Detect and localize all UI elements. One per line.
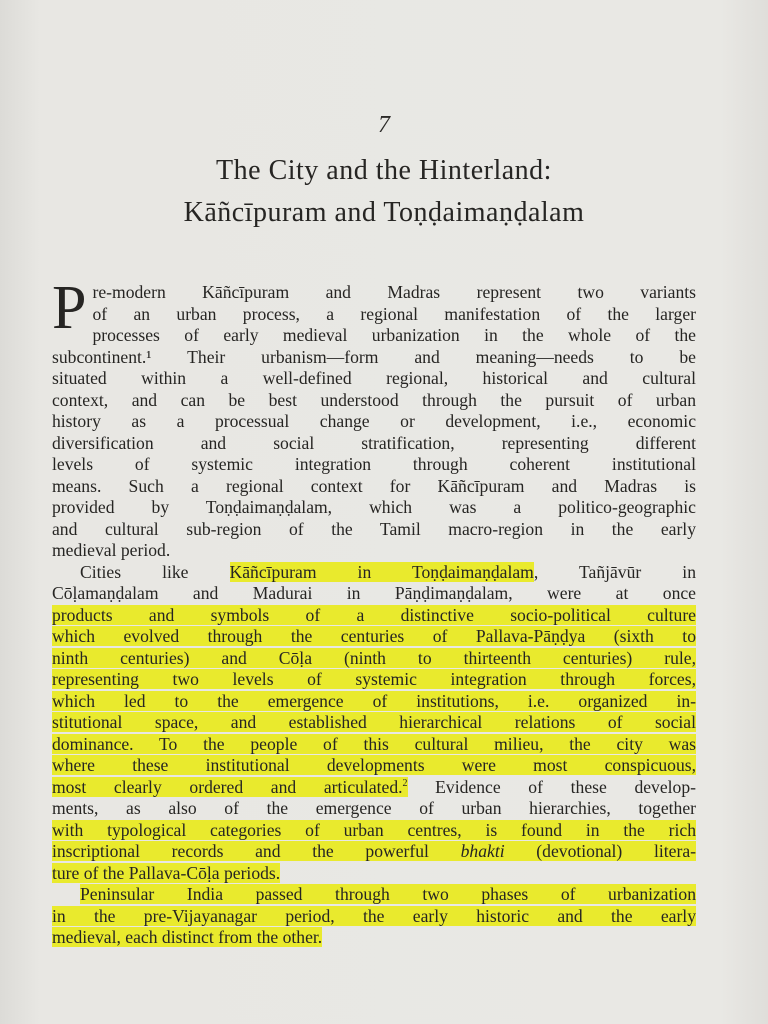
- highlighted-text: Peninsular India passed through two phases of urbanization: [80, 884, 696, 904]
- highlighted-text: medieval, each distinct from the other.: [52, 927, 323, 947]
- text-line: levels of systemic integration through coherent institutional: [52, 454, 696, 474]
- text-line: [52, 648, 696, 670]
- highlighted-text: inscriptional records and the powerful bhakti (devotional) litera-: [52, 841, 696, 861]
- text-line: diversification and social stratification, representing different: [52, 432, 696, 453]
- text-line: [52, 841, 696, 863]
- paragraph-1: [52, 274, 696, 562]
- highlighted-text: ture of the Pallava-Cōḷa periods.: [52, 862, 281, 883]
- highlighted-text: ninth centuries) and Cōḷa (ninth to thirteenth centuries) rule,: [52, 647, 696, 668]
- drop-cap: P: [52, 274, 87, 342]
- text-line: processes of early medieval urbanization in the whole of the: [92, 325, 696, 345]
- highlighted-text: representing two levels of systemic integration through forces,: [52, 669, 696, 689]
- text-line: [52, 734, 696, 756]
- text-line: [52, 626, 696, 648]
- highlighted-text: dominance. To the people of this cultural milieu, the city was: [52, 733, 696, 754]
- chapter-title: [0, 150, 768, 234]
- text-line: [52, 927, 696, 949]
- paragraph-3: [52, 884, 696, 949]
- text-line: [52, 863, 696, 885]
- highlighted-text: products and symbols of a distinctive socio-political culture: [52, 604, 696, 625]
- highlighted-text: Kāñcīpuram in Toṇḍaimaṇḍalam: [229, 561, 534, 582]
- highlighted-text: stitutional space, and established hierarchical relations of social: [52, 712, 696, 732]
- text-line: [52, 906, 696, 928]
- text-line: [52, 712, 696, 734]
- text-line: [52, 755, 696, 777]
- text-line: medieval period.: [52, 540, 171, 560]
- text-line: re-modern Kāñcīpuram and Madras represent two variants: [92, 282, 696, 302]
- text-line: most clearly ordered and articulated.$^2$ Evidence of these develop-: [52, 776, 696, 797]
- text-line: [52, 605, 696, 627]
- text-line: [52, 884, 696, 906]
- text-line: Cōḷamaṇḍalam and Madurai in Pāṇḍimaṇḍalam, were at once: [52, 583, 696, 603]
- text-line: subcontinent.¹ Their urbanism—form and meaning—needs to be: [52, 346, 696, 367]
- chapter-title-line-1: The City and the Hinterland:: [216, 155, 552, 186]
- highlighted-text: in the pre-Vijayanagar period, the early historic and the early: [52, 905, 696, 926]
- chapter-number: 7: [378, 112, 390, 138]
- highlighted-text: with typological categories of urban centres, is found in the rich: [52, 819, 696, 840]
- text-line: and cultural sub-region of the Tamil macro-region in the early: [52, 518, 696, 539]
- highlighted-text: which evolved through the centuries of Pallava-Pāṇḍya (sixth to: [52, 626, 696, 646]
- text-line: of an urban process, a regional manifestation of the larger: [92, 303, 696, 324]
- footnote-ref: 2: [402, 777, 408, 789]
- text-line: [52, 820, 696, 842]
- text-line: [52, 691, 696, 713]
- text-line: situated within a well-defined regional, historical and cultural: [52, 368, 696, 388]
- highlighted-text: where these institutional developments were most conspicuous,: [52, 755, 696, 775]
- text-line: Cities like Kāñcīpuram in Toṇḍaimaṇḍalam, Tañjāvūr in: [80, 561, 696, 582]
- text-line: provided by Toṇḍaimaṇḍalam, which was a politico-geographic: [52, 497, 696, 517]
- chapter-title-line-2: Kāñcīpuram and Toṇḍaimaṇḍalam: [183, 197, 585, 228]
- body-text: [52, 274, 696, 949]
- highlighted-text: which led to the emergence of institutions, i.e. organized in-: [52, 690, 696, 711]
- text-line: context, and can be best understood through the pursuit of urban: [52, 389, 696, 410]
- italic-term: bhakti: [460, 841, 505, 861]
- highlighted-text: most clearly ordered and articulated.$^2$: [52, 776, 408, 797]
- text-line: means. Such a regional context for Kāñcīpuram and Madras is: [52, 475, 696, 496]
- text-line: ments, as also of the emergence of urban hierarchies, together: [52, 798, 696, 818]
- text-line: [52, 669, 696, 691]
- paragraph-2: [52, 562, 696, 885]
- text-line: history as a processual change or development, i.e., economic: [52, 411, 696, 431]
